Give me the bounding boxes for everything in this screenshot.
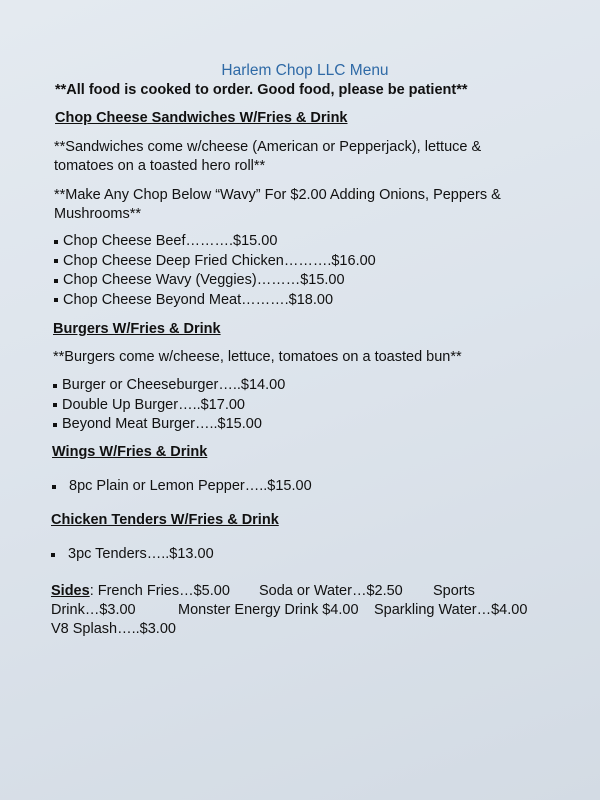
sides-sports-drink: Drink…$3.00 [51, 602, 136, 618]
list-item [51, 545, 214, 565]
chop-cheese-list [54, 232, 376, 310]
burgers-heading: Burgers W/Fries & Drink [53, 321, 221, 337]
list-item [52, 477, 312, 497]
bullet-icon [53, 384, 57, 388]
list-item [54, 252, 376, 272]
list-item [54, 271, 376, 291]
chop-cheese-item: Chop Cheese Deep Fried Chicken……….$16.00 [63, 252, 376, 269]
bullet-icon [52, 485, 56, 489]
burger-item: Double Up Burger…..$17.00 [62, 396, 245, 413]
burger-item: Beyond Meat Burger…..$15.00 [62, 416, 262, 432]
sides-sports: Sports [433, 583, 475, 599]
list-item [54, 291, 376, 311]
bullet-icon [54, 240, 58, 244]
wings-item: 8pc Plain or Lemon Pepper…..$15.00 [69, 478, 312, 494]
chop-cheese-note-2b: Mushrooms** [54, 206, 142, 222]
tenders-heading: Chicken Tenders W/Fries & Drink [51, 512, 279, 528]
sides-v8-splash: V8 Splash…..$3.00 [51, 621, 176, 637]
sides-sparkling-water: Sparkling Water…$4.00 [374, 602, 528, 618]
sides-soda: Soda or Water…$2.50 [259, 583, 403, 599]
chop-cheese-note-1b: tomatoes on a toasted hero roll** [54, 158, 266, 174]
chop-cheese-note-1a: **Sandwiches come w/cheese (American or Pepperjack), lettuce & [54, 139, 482, 155]
burger-item: Burger or Cheeseburger…..$14.00 [62, 377, 286, 393]
bullet-icon [53, 403, 57, 407]
list-item [54, 232, 376, 252]
list-item [53, 376, 285, 396]
wings-heading: Wings W/Fries & Drink [52, 444, 208, 460]
tenders-item: 3pc Tenders…..$13.00 [68, 546, 214, 562]
list-item [53, 396, 285, 416]
menu-title: Harlem Chop LLC Menu [221, 62, 389, 79]
sides-monster: Monster Energy Drink $4.00 [178, 602, 359, 618]
sides-line-1 [51, 582, 230, 601]
chop-cheese-item: Chop Cheese Beef……….$15.00 [63, 233, 278, 249]
list-item [53, 415, 285, 435]
chop-cheese-item: Chop Cheese Beyond Meat……….$18.00 [63, 291, 334, 308]
chop-cheese-note-2a: **Make Any Chop Below “Wavy” For $2.00 Adding Onions, Peppers & [54, 187, 501, 203]
cooked-to-order-notice: **All food is cooked to order. Good food, please be patient** [55, 82, 468, 98]
chop-cheese-item: Chop Cheese Wavy (Veggies)………$15.00 [63, 272, 345, 288]
bullet-icon [54, 279, 58, 283]
bullet-icon [54, 298, 58, 302]
tenders-list [51, 545, 214, 565]
burgers-list [53, 376, 285, 435]
bullet-icon [54, 259, 58, 263]
bullet-icon [53, 423, 57, 427]
bullet-icon [51, 553, 55, 557]
chop-cheese-heading: Chop Cheese Sandwiches W/Fries & Drink [55, 110, 348, 126]
sides-label: Sides [51, 583, 90, 599]
burgers-note: **Burgers come w/cheese, lettuce, tomatoes on a toasted bun** [53, 349, 462, 365]
wings-list [52, 477, 312, 497]
sides-fries: : French Fries…$5.00 [89, 583, 230, 599]
